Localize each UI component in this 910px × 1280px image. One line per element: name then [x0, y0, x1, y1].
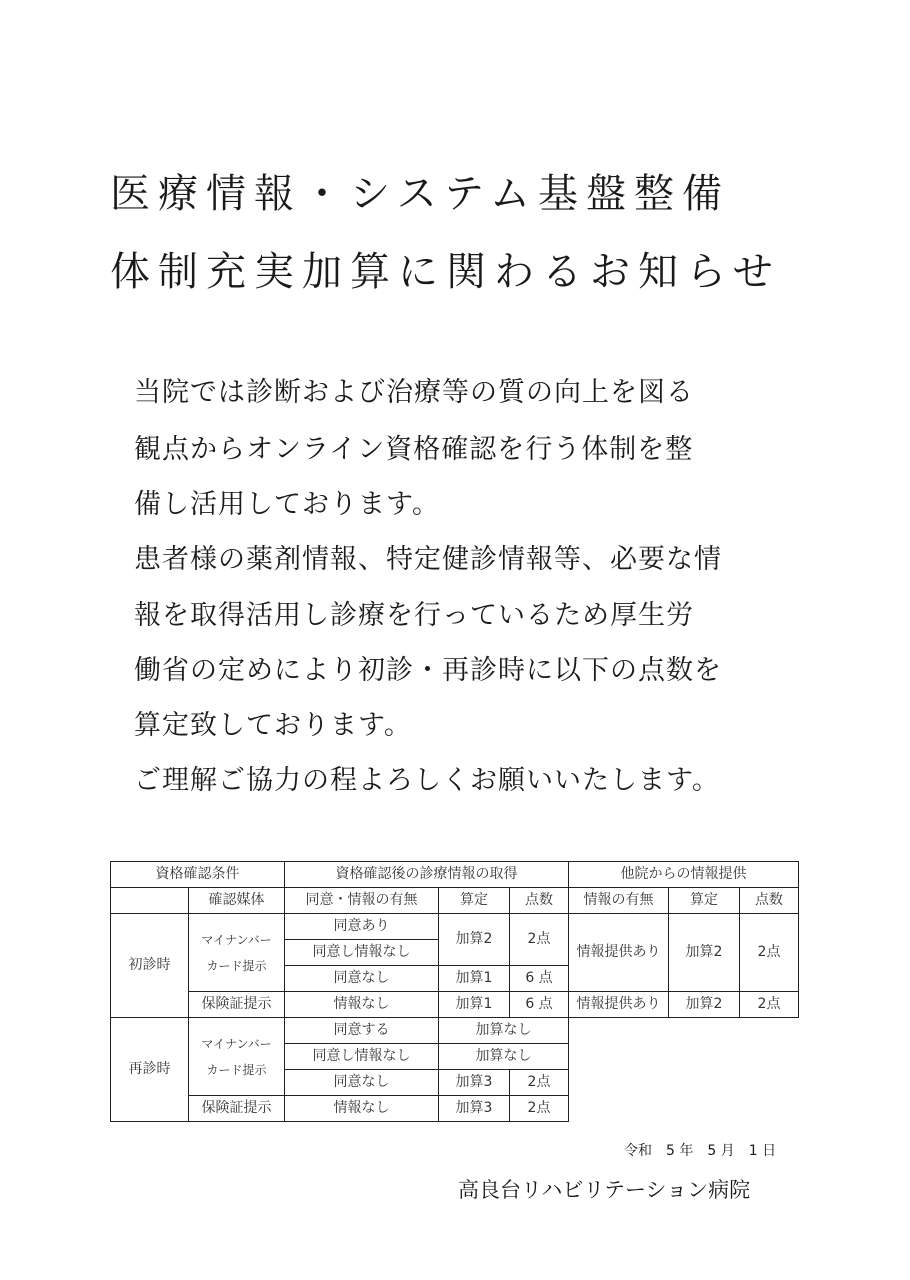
calc-cell: 加算1 — [439, 966, 510, 992]
result-cell: 加算なし — [439, 1044, 569, 1070]
empty-area — [569, 1018, 799, 1122]
calc-cell: 加算2 — [439, 914, 510, 966]
body-line: 算定致しております。 — [134, 710, 412, 741]
media-cell: マイナンバー カード提示 — [189, 914, 285, 992]
blank-header — [111, 888, 189, 914]
visit-type-cell: 初診時 — [111, 914, 189, 1018]
consent-cell: 同意なし — [285, 1070, 439, 1096]
issue-date: 令和 5 年 5 月 1 日 — [624, 1143, 777, 1159]
calc-cell: 加算1 — [439, 992, 510, 1018]
body-line: 備し活用しております。 — [134, 489, 440, 520]
group-header: 資格確認条件 — [111, 862, 285, 888]
consent-cell: 同意し情報なし — [285, 1044, 439, 1070]
result-cell: 加算なし — [439, 1018, 569, 1044]
media-cell: 保険証提示 — [189, 992, 285, 1018]
sub-header: 算定 — [439, 888, 510, 914]
consent-cell: 情報なし — [285, 1096, 439, 1122]
sub-header: 点数 — [740, 888, 799, 914]
visit-type-cell: 再診時 — [111, 1018, 189, 1122]
other-info-cell: 情報提供あり — [569, 992, 669, 1018]
sub-header: 算定 — [669, 888, 740, 914]
body-line: 当院では診断および治療等の質の向上を図る — [134, 377, 694, 408]
consent-cell: 情報なし — [285, 992, 439, 1018]
sub-header: 情報の有無 — [569, 888, 669, 914]
other-calc-cell: 加算2 — [669, 992, 740, 1018]
group-header: 資格確認後の診療情報の取得 — [285, 862, 569, 888]
points-cell: 6 点 — [510, 966, 569, 992]
points-cell: 2点 — [510, 914, 569, 966]
body-line: 働省の定めにより初診・再診時に以下の点数を — [134, 655, 722, 686]
body-line: 観点からオンライン資格確認を行う体制を整 — [134, 434, 694, 465]
sub-header: 確認媒体 — [189, 888, 285, 914]
table-sub-header-row — [111, 888, 799, 914]
other-points-cell: 2点 — [740, 992, 799, 1018]
table-row — [111, 992, 799, 1018]
body-line: ご理解ご協力の程よろしくお願いいたします。 — [134, 765, 720, 796]
points-cell: 2点 — [510, 1070, 569, 1096]
sub-header: 同意・情報の有無 — [285, 888, 439, 914]
other-calc-cell: 加算2 — [669, 914, 740, 992]
other-info-cell: 情報提供あり — [569, 914, 669, 992]
hospital-name: 高良台リハビリテーション病院 — [458, 1178, 751, 1202]
other-points-cell: 2点 — [740, 914, 799, 992]
calc-cell: 加算3 — [439, 1096, 510, 1122]
fee-table — [110, 861, 799, 1122]
sub-header: 点数 — [510, 888, 569, 914]
group-header: 他院からの情報提供 — [569, 862, 799, 888]
consent-cell: 同意あり — [285, 914, 439, 940]
consent-cell: 同意し情報なし — [285, 940, 439, 966]
consent-cell: 同意する — [285, 1018, 439, 1044]
notice-title-line-2: 体制充実加算に関わるお知らせ — [110, 249, 781, 295]
notice-title-line-1: 医療情報・システム基盤整備 — [110, 171, 730, 217]
body-line: 患者様の薬剤情報、特定健診情報等、必要な情 — [134, 544, 722, 575]
table-row — [111, 1018, 799, 1044]
table-row — [111, 914, 799, 940]
table-group-header-row — [111, 862, 799, 888]
points-cell: 6 点 — [510, 992, 569, 1018]
body-line: 報を取得活用し診療を行っているため厚生労 — [134, 600, 694, 631]
points-cell: 2点 — [510, 1096, 569, 1122]
media-cell: マイナンバー カード提示 — [189, 1018, 285, 1096]
consent-cell: 同意なし — [285, 966, 439, 992]
calc-cell: 加算3 — [439, 1070, 510, 1096]
media-cell: 保険証提示 — [189, 1096, 285, 1122]
